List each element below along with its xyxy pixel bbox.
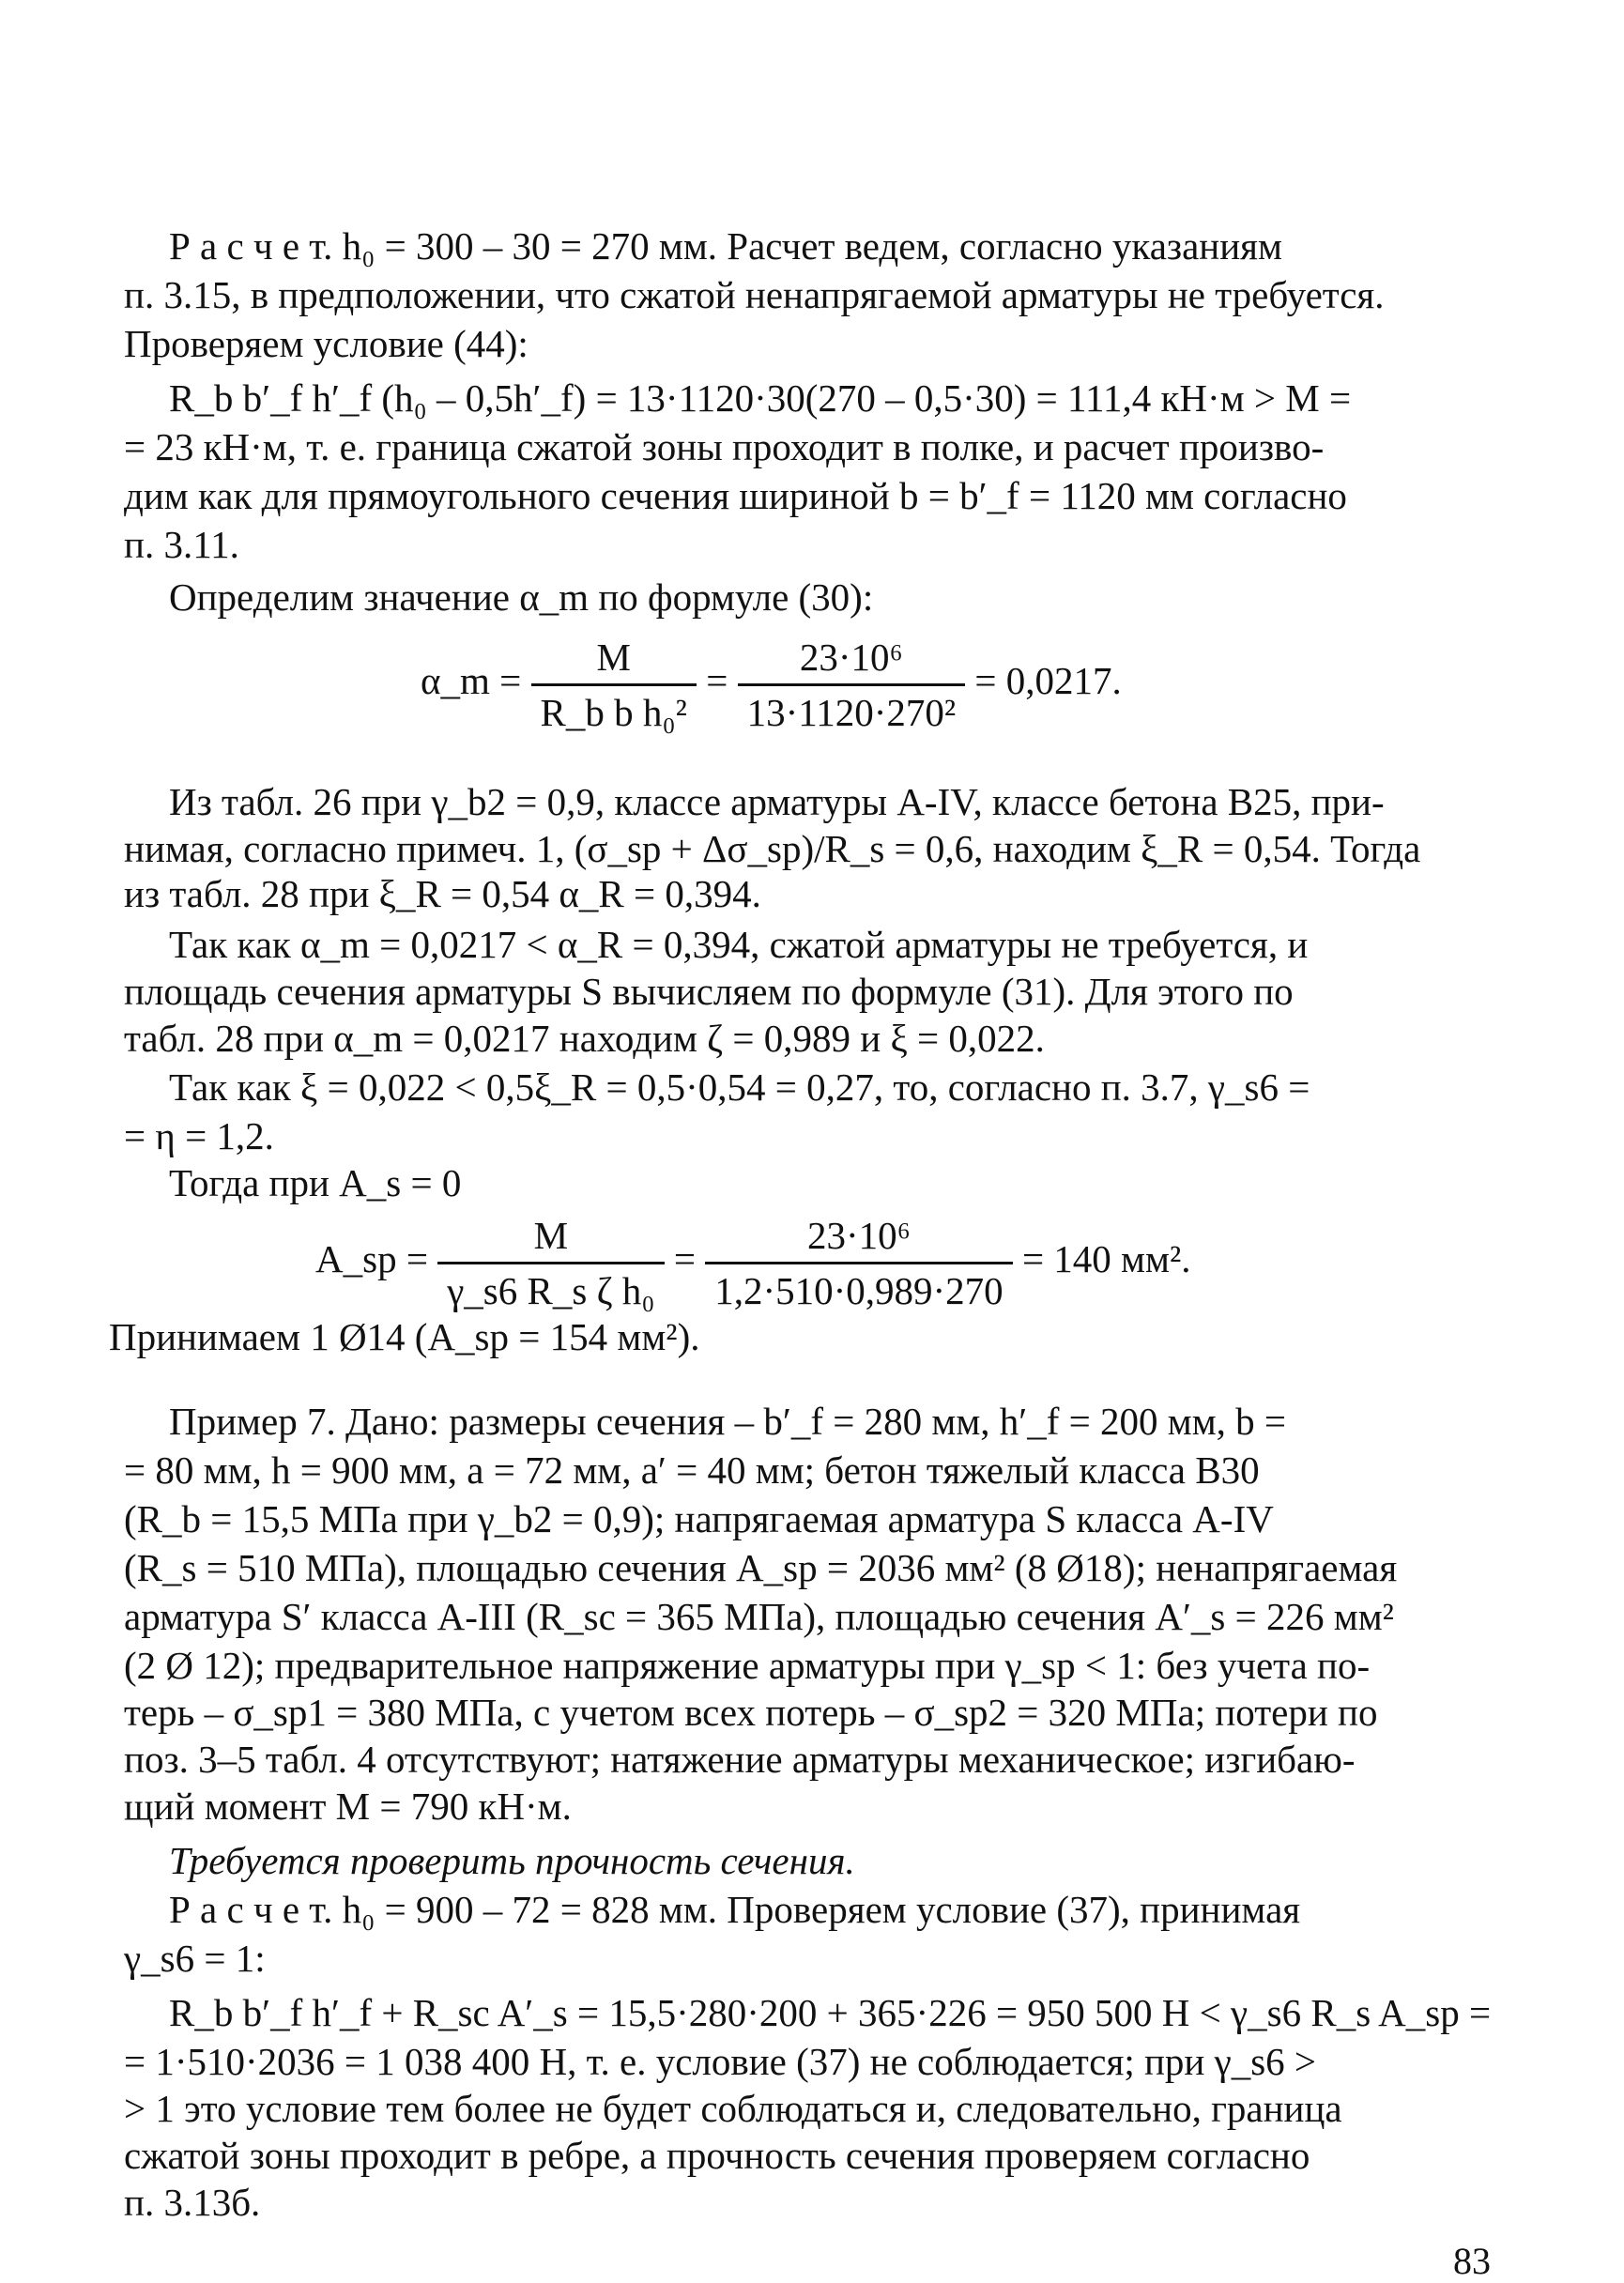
text-line: терь – σ_sp1 = 380 МПа, с учетом всех потерь – σ_sp2 = 320 МПа; потери по bbox=[124, 1691, 1378, 1734]
text-line: = η = 1,2. bbox=[124, 1114, 274, 1157]
fraction bbox=[531, 635, 697, 735]
text-line: (R_b = 15,5 МПа при γ_b2 = 0,9); напрягаемая арматура S класса A-IV bbox=[124, 1497, 1274, 1540]
text-line: Тогда при A_s = 0 bbox=[169, 1161, 462, 1204]
formula-lhs: α_m = bbox=[421, 658, 522, 702]
formula-alpha-m bbox=[421, 635, 1122, 735]
text-line: п. 3.13б. bbox=[124, 2181, 261, 2224]
text-line: Из табл. 26 при γ_b2 = 0,9, классе арматуры A-IV, классе бетона B25, при- bbox=[169, 780, 1385, 823]
text-line: п. 3.11. bbox=[124, 523, 239, 566]
text-line: п. 3.15, в предположении, что сжатой ненапрягаемой арматуры не требуется. bbox=[124, 273, 1385, 316]
page-number: 83 bbox=[1453, 2240, 1491, 2282]
text-line: Так как ξ = 0,022 < 0,5ξ_R = 0,5·0,54 = 0,27, то, согласно п. 3.7, γ_s6 = bbox=[169, 1065, 1310, 1109]
text-line: Требуется проверить прочность сечения. bbox=[169, 1839, 855, 1882]
text-line: = 80 мм, h = 900 мм, a = 72 мм, a′ = 40 мм; бетон тяжелый класса B30 bbox=[124, 1448, 1260, 1492]
equals-sign: = bbox=[673, 1236, 696, 1280]
numerator: M bbox=[533, 1214, 569, 1257]
text-line: = 1·510·2036 = 1 038 400 Н, т. е. условие (37) не соблюдается; при γ_s6 > bbox=[124, 2040, 1317, 2083]
denominator: 13·1120·270² bbox=[738, 683, 966, 735]
fraction bbox=[437, 1213, 664, 1313]
denominator: γ_s6 R_s ζ h₀ bbox=[437, 1262, 664, 1313]
fraction bbox=[705, 1213, 1012, 1313]
text-line: R_b b′_f h′_f (h₀ – 0,5h′_f) = 13·1120·30(270 – 0,5·30) = 111,4 кН·м > M = bbox=[169, 376, 1352, 420]
text-line: R_b b′_f h′_f + R_sc A′_s = 15,5·280·200 + 365·226 = 950 500 Н < γ_s6 R_s A_sp = bbox=[169, 1991, 1492, 2034]
text-line: поз. 3–5 табл. 4 отсутствуют; натяжение арматуры механическое; изгибаю- bbox=[124, 1738, 1356, 1781]
numerator: 23·10⁶ bbox=[806, 1214, 911, 1257]
text-line: арматура S′ класса A-III (R_sc = 365 МПа), площадью сечения A′_s = 226 мм² bbox=[124, 1595, 1394, 1638]
text-line: табл. 28 при α_m = 0,0217 находим ζ = 0,989 и ξ = 0,022. bbox=[124, 1017, 1045, 1060]
numerator: 23·10⁶ bbox=[799, 636, 903, 679]
numerator: M bbox=[596, 636, 631, 679]
text-line: Так как α_m = 0,0217 < α_R = 0,394, сжатой арматуры не требуется, и bbox=[169, 923, 1309, 966]
text-line: (R_s = 510 МПа), площадью сечения A_sp = 2036 мм² (8 Ø18); ненапрягаемая bbox=[124, 1546, 1398, 1589]
text-line: > 1 это условие тем более не будет соблюдаться и, следовательно, граница bbox=[124, 2087, 1342, 2130]
text-line: Р а с ч е т. h₀ = 300 – 30 = 270 мм. Расчет ведем, согласно указаниям bbox=[169, 224, 1282, 268]
text-line: Принимаем 1 Ø14 (A_sp = 154 мм²). bbox=[109, 1315, 700, 1358]
text-line: щий момент M = 790 кН·м. bbox=[124, 1785, 572, 1828]
text-line: дим как для прямоугольного сечения шириной b = b′_f = 1120 мм согласно bbox=[124, 474, 1347, 517]
denominator: 1,2·510·0,989·270 bbox=[705, 1262, 1012, 1313]
text-line: = 23 кН·м, т. е. граница сжатой зоны проходит в полке, и расчет произво- bbox=[124, 425, 1325, 468]
text-line: Определим значение α_m по формуле (30): bbox=[169, 575, 874, 619]
text-line: Проверяем условие (44): bbox=[124, 322, 529, 365]
text-line: γ_s6 = 1: bbox=[124, 1937, 266, 1980]
denominator: R_b b h₀² bbox=[531, 683, 697, 735]
text-line: сжатой зоны проходит в ребре, а прочность сечения проверяем согласно bbox=[124, 2134, 1310, 2177]
text-line: Р а с ч е т. h₀ = 900 – 72 = 828 мм. Проверяем условие (37), принимая bbox=[169, 1888, 1301, 1931]
fraction bbox=[738, 635, 966, 735]
formula-result: = 140 мм². bbox=[1021, 1236, 1191, 1280]
formula-lhs: A_sp = bbox=[315, 1236, 428, 1280]
formula-result: = 0,0217. bbox=[974, 658, 1122, 702]
text-line: (2 Ø 12); предварительное напряжение арматуры при γ_sp < 1: без учета по- bbox=[124, 1644, 1371, 1687]
text-line: нимая, согласно примеч. 1, (σ_sp + Δσ_sp)/R_s = 0,6, находим ξ_R = 0,54. Тогда bbox=[124, 827, 1421, 870]
text-line: Пример 7. Дано: размеры сечения – b′_f = 280 мм, h′_f = 200 мм, b = bbox=[169, 1400, 1287, 1443]
equals-sign: = bbox=[706, 658, 728, 702]
text-line: из табл. 28 при ξ_R = 0,54 α_R = 0,394. bbox=[124, 872, 761, 915]
text-line: площадь сечения арматуры S вычисляем по формуле (31). Для этого по bbox=[124, 970, 1294, 1013]
formula-asp bbox=[315, 1213, 1191, 1313]
